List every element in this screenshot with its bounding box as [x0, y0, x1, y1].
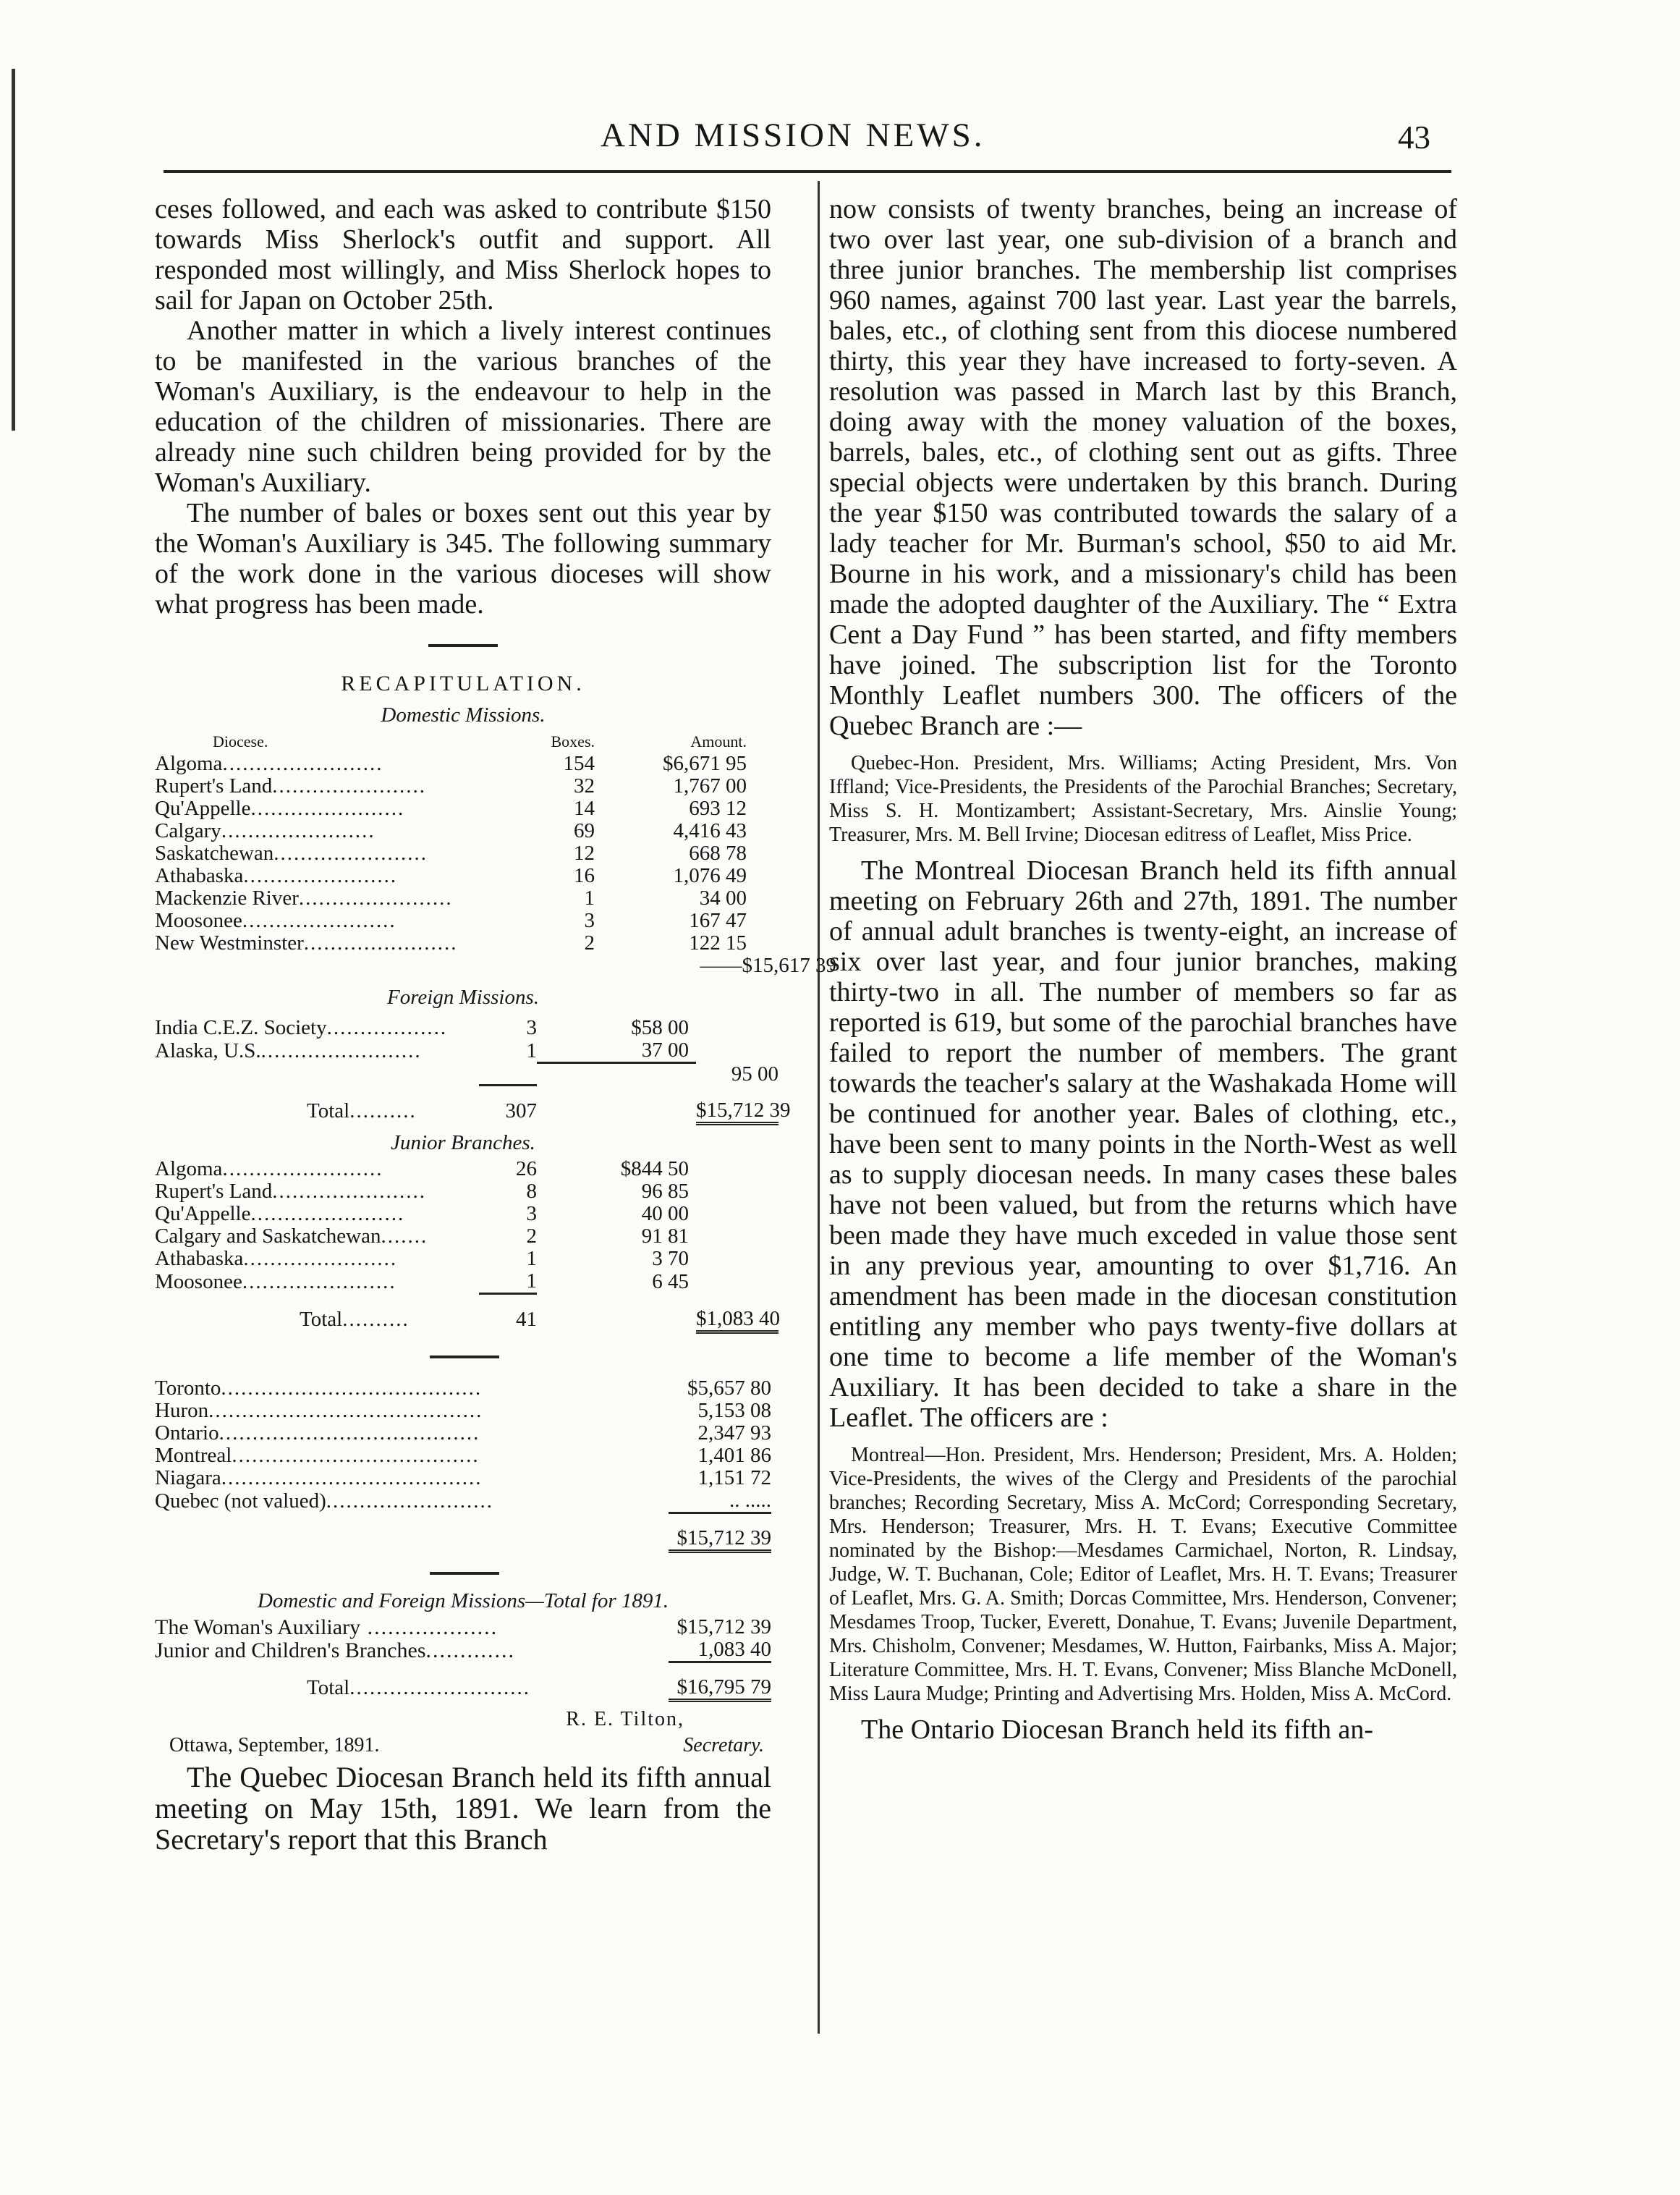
table-row: Athabaska....................... 16 1,076 49 — [155, 864, 747, 887]
combined-total-row: Total........................... $16,795 79 — [307, 1675, 771, 1700]
foreign-subtotal-row — [155, 1063, 779, 1086]
table-row: Calgary....................... 69 4,416 43 — [155, 819, 747, 842]
table-row: Niagara....................................... 1,151 72 — [155, 1466, 771, 1489]
montreal-officers-list: Montreal—Hon. President, Mrs. Henderson; President, Mrs. A. Holden; Vice-Presidents, the wives of the Clergy and Presidents of the parochial branches; Recording Secretary, Miss A. McCord; Corresponding Secretary, Mrs. Henderson; Treasurer, Mrs. H. T. Evans; Executive Committee nominated by the Bishop:—Mesdames Carmichael, Norton, R. Lindsay, Judge, W. T. Buchanan, Cole; Editor of Leaflet, Mrs. H. T. Evans; Treasurer of Leaflet, Mrs. G. A. Smith; Dorcas Committee, Mrs. Henderson, Convener; Mesdames Troop, Tucker, Everett, Donahue, T. Evans; Juvenile Department, Mrs. Chisholm, Convener; Mesdames, W. Hutton, Fairbanks, Miss A. Major; Literature Committee, Mrs. H. T. Evans, Convener; Miss Blanche McDonell, Miss Laura Mudge; Printing and Advertising Mrs. Holden, Miss A. McCord. — [829, 1444, 1457, 1705]
right-column — [829, 194, 1457, 1745]
table-row: The Woman's Auxiliary ................... $15,712 39 — [155, 1615, 771, 1639]
section-rule — [430, 1356, 499, 1358]
diocese-total-row — [155, 1527, 771, 1552]
domestic-missions-table — [155, 730, 836, 977]
table-row: Mackenzie River....................... 1 34 00 — [155, 887, 747, 910]
table-row: Calgary and Saskatchewan....... 2 91 81 — [155, 1225, 689, 1248]
total-boxes: 307 — [505, 1099, 537, 1123]
junior-total-amount: $1,083 40 — [696, 1308, 779, 1332]
junior-total-boxes: 41 — [516, 1308, 537, 1332]
header-rule — [164, 170, 1451, 173]
junior-total-row: Total.......... 41 $1,083 40 — [300, 1307, 780, 1332]
domestic-subtotal-row — [155, 955, 836, 977]
combined-totals-table — [155, 1616, 771, 1702]
grand-total-amount: $15,712 39 — [696, 1099, 779, 1124]
table-row: New Westminster....................... 2 122 15 — [155, 931, 747, 955]
table-row: Saskatchewan....................... 12 668 78 — [155, 842, 747, 865]
combined-totals-heading: Domestic and Foreign Missions—Total for 1891. — [257, 1589, 669, 1612]
table-row: Toronto....................................... $5,657 80 — [155, 1376, 771, 1400]
right-paragraph-3: The Ontario Diocesan Branch held its fifth an- — [861, 1714, 1374, 1745]
table-row: Athabaska....................... 1 3 70 — [155, 1247, 689, 1270]
signature-block — [155, 1708, 771, 1762]
page-number: 43 — [1398, 119, 1430, 156]
signature-place-date: Ottawa, September, 1891. — [169, 1734, 380, 1756]
left-column — [155, 194, 836, 1856]
left-paragraph-4: The Quebec Diocesan Branch held its fifth annual meeting on May 15th, 1891. We learn from the Secretary's report that this Branch — [155, 1761, 771, 1856]
table-row: Alaska, U.S......................... 1 37 00 — [155, 1039, 689, 1062]
recapitulation-title: RECAPITULATION. — [341, 672, 585, 695]
right-paragraph-1: now consists of twenty branches, being an increase of two over last year, one sub-division of a branch and three junior branches. The membership list comprises 960 names, against 700 last year. Last year the barrels, bales, etc., of clothing sent from this diocese numbered thirty, this year they have increased to forty-seven. A resolution was passed in March last by this Branch, doing away with the money valuation of the boxes, barrels, bales, etc., of clothing sent out as gifts. Three special objects were undertaken by this branch. During the year $150 was contributed towards the salary of a lady teacher for Mr. Burman's school, $50 to aid Mr. Bourne in his work, and a missionary's child has been made the adopted daughter of the Auxiliary. The “ Extra Cent a Day Fund ” has been started, and fifty members have joined. The subscription list for the Toronto Monthly Leaflet numbers 300. The officers of the Quebec Branch are :— — [829, 194, 1457, 741]
table-row: Junior and Children's Branches............. 1,083 40 — [155, 1638, 771, 1662]
col-header-amount: Amount. — [690, 732, 747, 750]
left-paragraph-2: Another matter in which a lively interest continues to be manifested in the various branches of the Woman's Auxiliary, is the endeavour to help in the education of the children of missionaries. There are already nine such children being provided for by the Woman's Auxiliary. — [155, 316, 771, 498]
running-title: AND MISSION NEWS. — [601, 117, 985, 154]
junior-branches-heading: Junior Branches. — [391, 1131, 535, 1154]
combined-total: $16,795 79 — [669, 1676, 771, 1701]
table-row: Ontario....................................... 2,347 93 — [155, 1421, 771, 1445]
foreign-missions-heading: Foreign Missions. — [387, 986, 539, 1009]
table-row: Moosonee....................... 1 6 45 — [155, 1269, 689, 1293]
table-row: Rupert's Land....................... 8 96 85 — [155, 1180, 689, 1203]
foreign-total-row: Total.......... 307 $15,712 39 — [307, 1099, 791, 1123]
table-row: Quebec (not valued)......................... .. ..... — [155, 1489, 771, 1513]
domestic-subtotal: ——$15,617 39 — [700, 954, 836, 977]
table-row: Montreal..................................... 1,401 86 — [155, 1444, 771, 1467]
table-row: Rupert's Land....................... 32 1,767 00 — [155, 774, 747, 798]
table-row: Moosonee....................... 3 167 47 — [155, 909, 747, 932]
table-header-row — [155, 730, 836, 753]
table-row: Qu'Appelle....................... 14 693 12 — [155, 797, 747, 820]
left-paragraph-1: ceses followed, and each was asked to contribute $150 towards Miss Sherlock's outfit and support. All responded most willingly, and Miss Sherlock hopes to sail for Japan on October 25th. — [155, 194, 771, 316]
junior-branches-table — [155, 1158, 779, 1334]
foreign-missions-table — [155, 1016, 791, 1125]
left-paragraph-3: The number of bales or boxes sent out this year by the Woman's Auxiliary is 345. The following summary of the work done in the various dioceses will show what progress has been made. — [155, 498, 771, 619]
section-rule — [428, 644, 498, 647]
running-head — [0, 109, 1680, 166]
signatory-role: Secretary. — [683, 1734, 764, 1756]
signatory-name: R. E. Tilton, — [566, 1708, 684, 1730]
col-header-boxes: Boxes. — [551, 732, 595, 750]
table-row: Huron......................................... 5,153 08 — [155, 1399, 771, 1422]
diocese-totals-table — [155, 1377, 771, 1553]
col-header-diocese: Diocese. — [213, 732, 268, 750]
table-row: Algoma........................ 154 $6,671 95 — [155, 752, 747, 775]
column-divider — [818, 181, 820, 2034]
quebec-officers-list: Quebec-Hon. President, Mrs. Williams; Acting President, Mrs. Von Iffland; Vice-Presidents, the Presidents of the Parochial Branches; Secretary, Miss S. H. Montizambert; Assistant-Secretary, Mrs. Ainslie Young; Treasurer, Mrs. M. Bell Irvine; Diocesan editress of Leaflet, Miss Price. — [829, 752, 1457, 846]
section-rule — [430, 1572, 499, 1575]
domestic-missions-heading: Domestic Missions. — [381, 703, 546, 727]
table-row: Qu'Appelle....................... 3 40 00 — [155, 1202, 689, 1225]
table-row: Algoma........................ 26 $844 50 — [155, 1157, 689, 1180]
domestic-rows — [155, 753, 836, 955]
foreign-subtotal: 95 00 — [731, 1062, 779, 1086]
table-row: India C.E.Z. Society.................. 3 $58 00 — [155, 1016, 689, 1039]
diocese-total: $15,712 39 — [669, 1527, 771, 1552]
right-paragraph-2: The Montreal Diocesan Branch held its fifth annual meeting on February 26th and 27th, 1891. The number of annual adult branches is twenty-eight, an increase of six over last year, and four junior branches, making thirty-two in all. The number of members so far as reported is 619, but some of the parochial branches have failed to report the number of members. The grant towards the teacher's salary at the Washakada Home will be continued for another year. Bales of clothing, etc., have been sent to many points in the North-West as well as to supply diocesan needs. In many cases these bales have not been valued, but from the returns which have been made they have much exceded in value those sent in any previous year, amounting to over $1,716. An amendment has been made in the diocesan constitution entitling any member who pays twenty-five dollars at one time to become a life member of the Woman's Auxiliary. It has been decided to take a share in the Leaflet. The officers are : — [829, 855, 1457, 1433]
